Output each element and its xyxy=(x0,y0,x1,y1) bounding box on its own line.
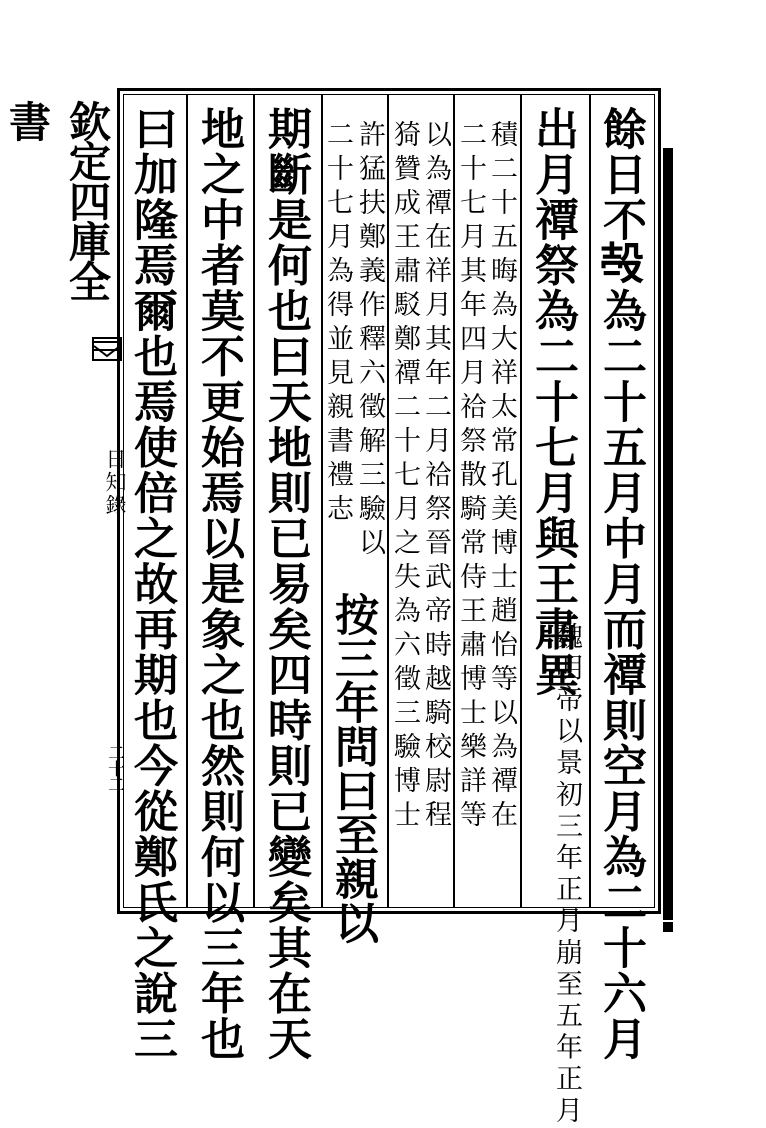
annotation-column-4b: 許猛扶鄭義作釋六徵解三驗以 xyxy=(354,120,385,562)
text-column-5: 按三年問曰至親以 xyxy=(327,592,378,944)
text-column-7: 地之中者莫不更始焉以是象之也然則何以三年也 xyxy=(193,106,244,1062)
series-title: 欽定四庫全書 xyxy=(3,100,112,300)
column-rule xyxy=(186,94,188,908)
fish-tail-mark-icon xyxy=(92,336,122,362)
scan-edge-bar xyxy=(663,148,673,920)
page-number: 二十二 xyxy=(104,744,124,792)
text-column-2: 出月禫祭為二十七月與王肅異 xyxy=(527,106,578,698)
annotation-column-3b: 以為禫在祥月其年二月祫祭晉武帝時越騎校尉程 xyxy=(420,120,451,834)
scan-edge-mark xyxy=(663,922,673,932)
annotation-column-4a: 猗贊成王肅駁鄭禫二十七月之失為六徵三驗博士 xyxy=(389,120,420,834)
annotation-column-5: 二十七月為得並見親書禮志 xyxy=(322,120,353,528)
column-rule xyxy=(589,94,591,908)
annotation-column-2a: 魏明帝以景初三年正月崩至五年正月 xyxy=(551,622,582,1128)
text-column-8: 曰加隆焉爾也焉使倍之故再期也今從鄭氏之說三 xyxy=(126,106,177,1062)
book-title: 日知錄 xyxy=(103,448,127,517)
column-rule xyxy=(520,94,522,908)
annotation-column-2b: 積二十五晦為大祥太常孔美博士趙怡等以為禫在 xyxy=(486,120,517,834)
column-rule xyxy=(253,94,255,908)
text-column-1: 餘日不𣪊為二十五月中月而禫則空月為二十六月 xyxy=(595,106,646,1062)
text-column-6: 期斷是何也曰天地則已易矣四時則已變矣其在天 xyxy=(260,106,311,1062)
annotation-column-3a: 二十七月其年四月祫祭散騎常侍王肅博士樂詳等 xyxy=(455,120,486,834)
